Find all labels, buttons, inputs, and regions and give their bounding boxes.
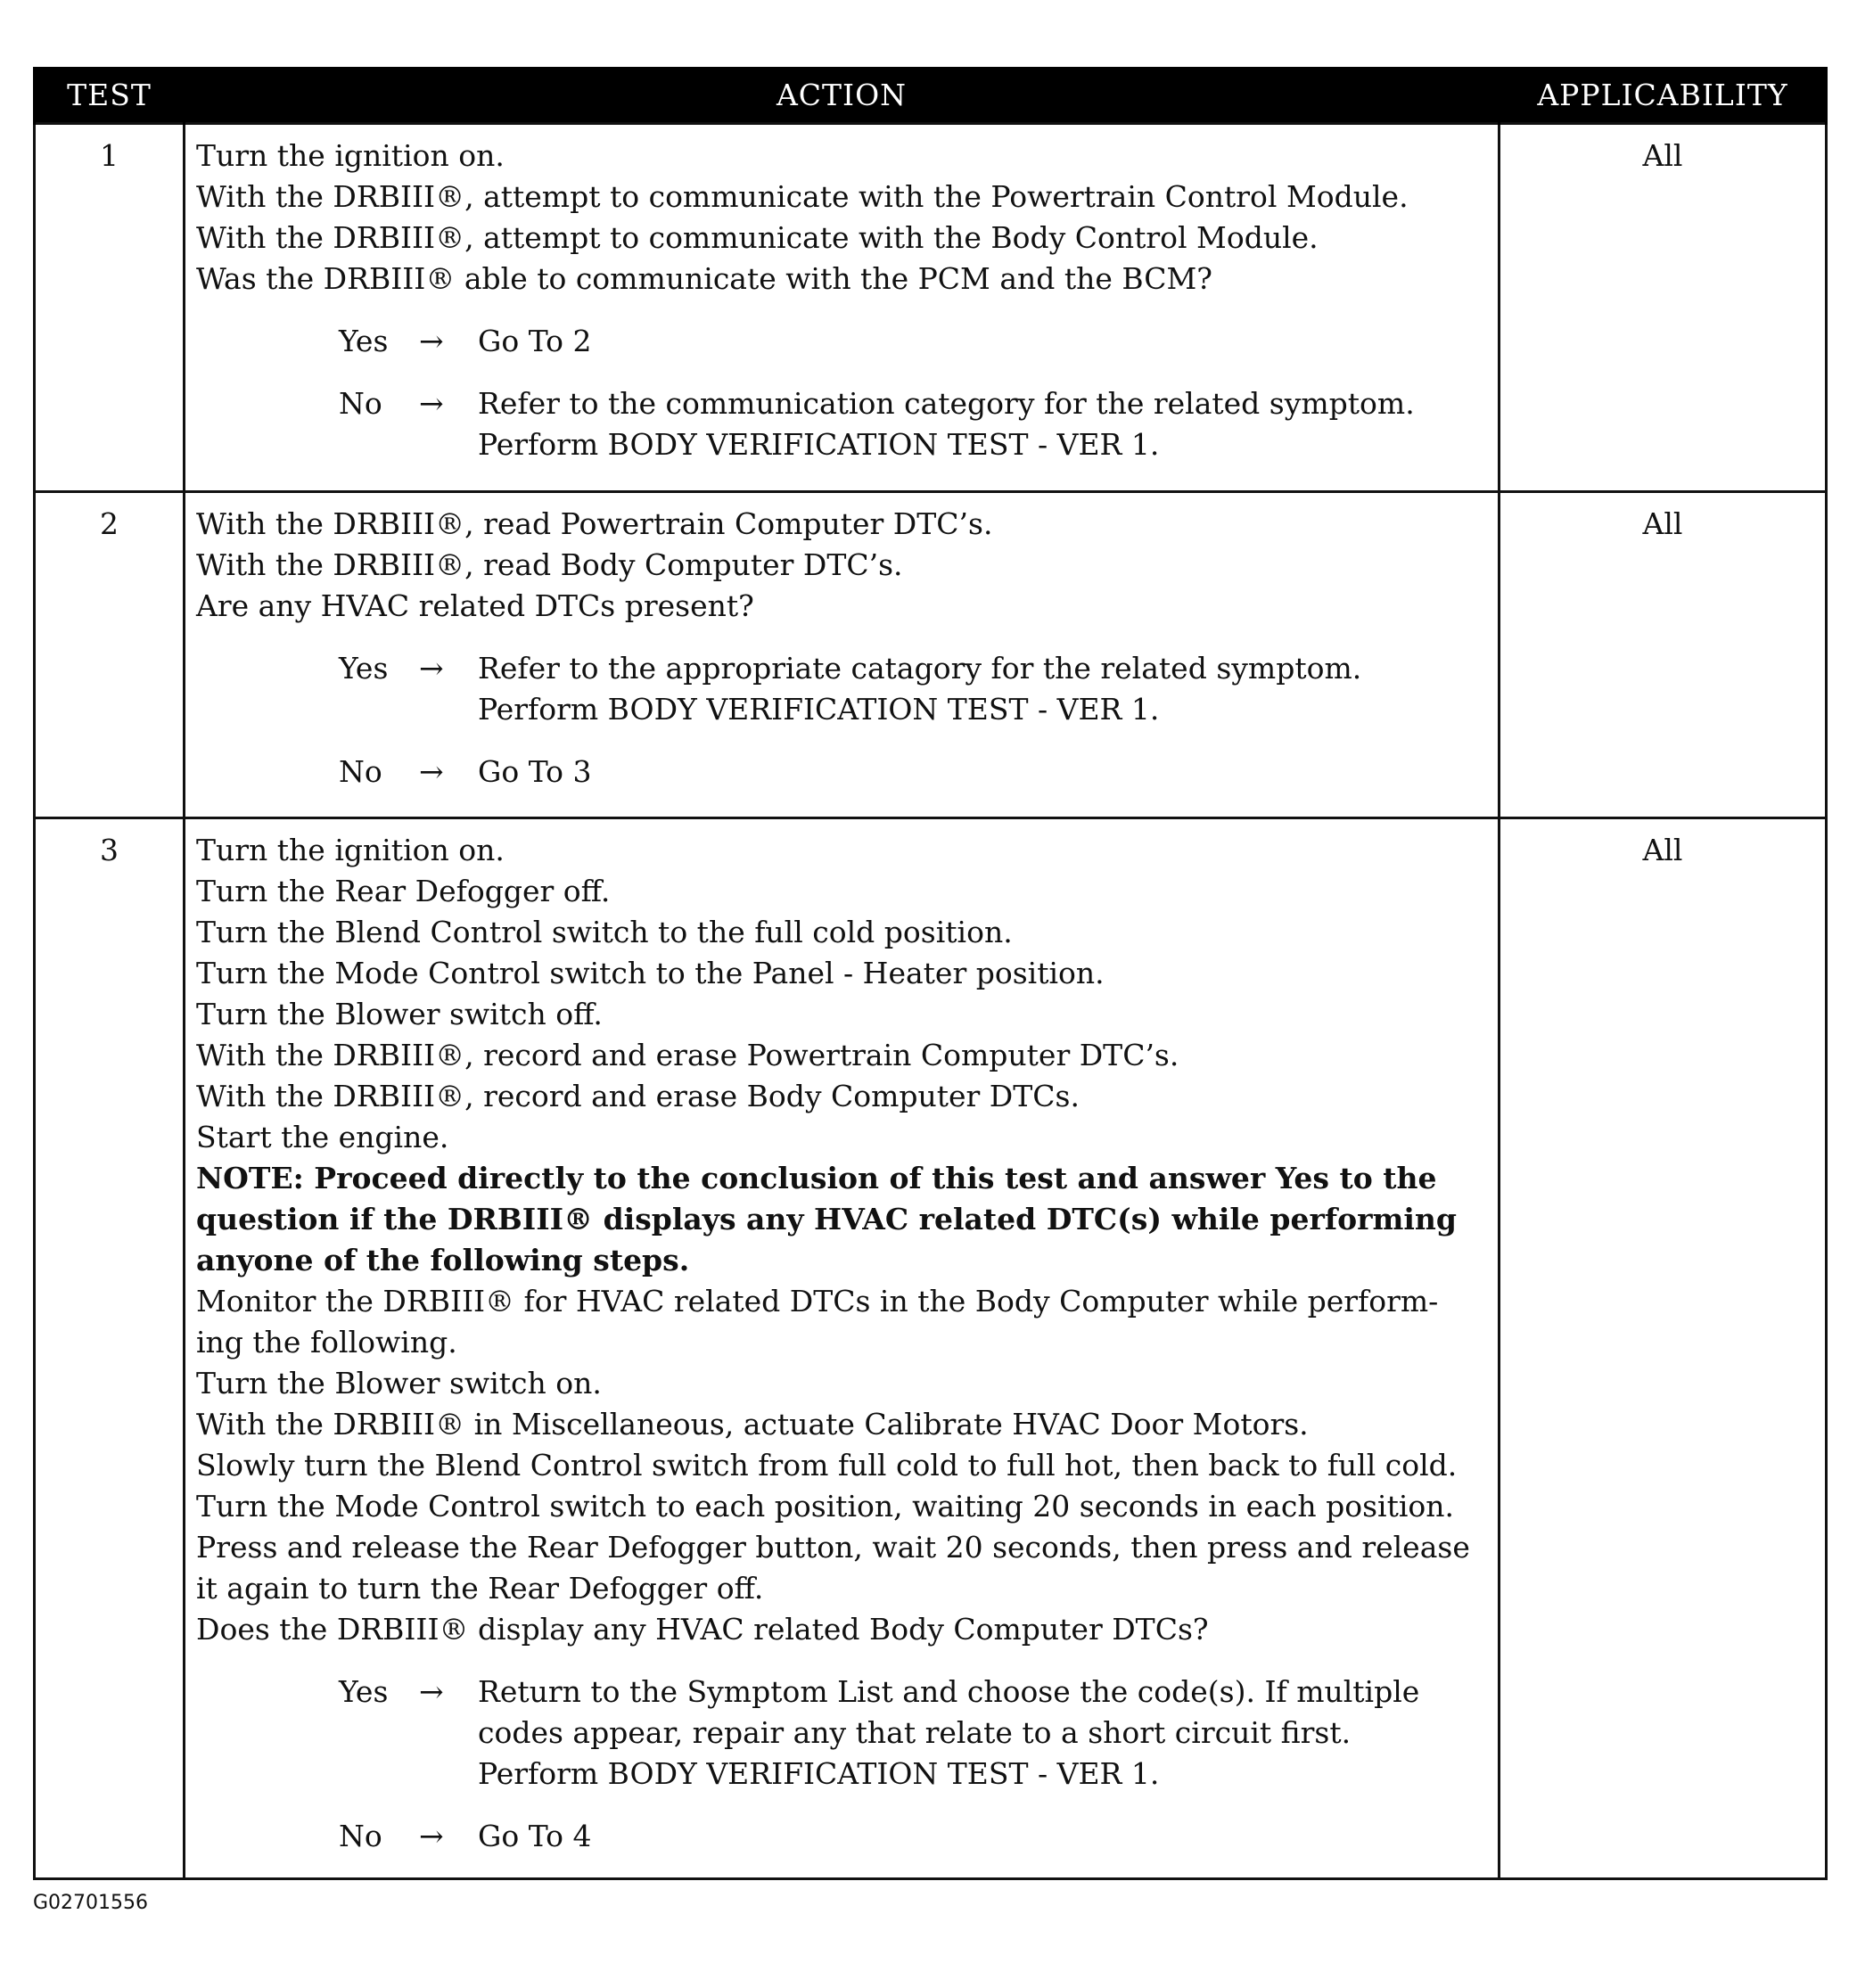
answer-text: Go To 4: [478, 1819, 592, 1853]
note-line: NOTE: Proceed directly to the conclusion of this test and answer Yes to the: [196, 1161, 1437, 1195]
table-row: [35, 818, 1827, 1879]
answer-label: No: [339, 386, 382, 421]
action-line: Press and release the Rear Defogger button, wait 20 seconds, then press and release: [196, 1530, 1470, 1565]
answer-no: [339, 1816, 1487, 1857]
answer-text: Return to the Symptom List and choose the code(s). If multiple: [478, 1674, 1420, 1709]
answer-text: Perform BODY VERIFICATION TEST - VER 1.: [478, 1756, 1160, 1791]
answer-text: Perform BODY VERIFICATION TEST - VER 1.: [478, 427, 1160, 462]
answer-yes: [339, 1672, 1487, 1795]
action-cell: [185, 818, 1500, 1879]
action-line: Turn the Blend Control switch to the full cold position.: [196, 915, 1013, 949]
figure-id-label: G02701556: [33, 1892, 149, 1914]
test-number: 3: [35, 818, 185, 1879]
answer-text: codes appear, repair any that relate to a short circuit first.: [478, 1715, 1352, 1750]
note-line: question if the DRBIII® displays any HVAC related DTC(s) while performing: [196, 1202, 1457, 1236]
action-line: ing the following.: [196, 1325, 457, 1360]
arrow-icon: →: [419, 754, 444, 789]
answer-text-block: [478, 648, 1487, 730]
test-number: 2: [35, 492, 185, 818]
answer-text-block: [478, 383, 1487, 465]
answer-text: Go To 3: [478, 754, 592, 789]
answer-text: Refer to the appropriate catagory for the related symptom.: [478, 651, 1362, 686]
arrow-icon: →: [419, 324, 444, 358]
action-line: Turn the ignition on.: [196, 833, 505, 867]
header-action: ACTION: [185, 67, 1500, 124]
header-applicability: APPLICABILITY: [1500, 67, 1827, 124]
applicability-cell: All: [1500, 492, 1827, 818]
table-row: [35, 124, 1827, 492]
action-line: Turn the Blower switch on.: [196, 1366, 602, 1401]
note-line: anyone of the following steps.: [196, 1243, 690, 1277]
answer-label: Yes: [339, 1674, 389, 1709]
action-line: Was the DRBIII® able to communicate with the PCM and the BCM?: [196, 261, 1212, 296]
action-line: Slowly turn the Blend Control switch from full cold to full hot, then back to full cold.: [196, 1448, 1458, 1483]
answer-text: Go To 2: [478, 324, 592, 358]
action-cell: [185, 492, 1500, 818]
answer-text-block: [478, 1672, 1487, 1795]
action-line: Turn the Mode Control switch to the Panel - Heater position.: [196, 956, 1105, 990]
arrow-icon: →: [419, 651, 444, 686]
action-line: With the DRBIII®, read Powertrain Computer DTC’s.: [196, 506, 993, 541]
arrow-icon: →: [419, 1674, 444, 1709]
header-test: TEST: [35, 67, 185, 124]
action-line: Turn the Mode Control switch to each position, waiting 20 seconds in each position.: [196, 1489, 1454, 1524]
table-header-row: [35, 67, 1827, 124]
answer-yes: [339, 648, 1487, 730]
answer-text: Refer to the communication category for the related symptom.: [478, 386, 1415, 421]
applicability-cell: All: [1500, 818, 1827, 1879]
test-number: 1: [35, 124, 185, 492]
answer-no: [339, 383, 1487, 465]
action-cell: [185, 124, 1500, 492]
answer-no: [339, 752, 1487, 793]
diagnostic-test-table: [33, 67, 1828, 1880]
answer-yes: [339, 321, 1487, 362]
answer-label: No: [339, 1819, 382, 1853]
action-line: it again to turn the Rear Defogger off.: [196, 1571, 764, 1606]
arrow-icon: →: [419, 386, 444, 421]
action-line: With the DRBIII®, read Body Computer DTC’s.: [196, 547, 903, 582]
action-line: Turn the Rear Defogger off.: [196, 874, 611, 908]
table-row: [35, 492, 1827, 818]
arrow-icon: →: [419, 1819, 444, 1853]
action-line: With the DRBIII®, record and erase Powertrain Computer DTC’s.: [196, 1038, 1179, 1072]
action-line: Monitor the DRBIII® for HVAC related DTCs in the Body Computer while perform-: [196, 1284, 1439, 1318]
action-line: Does the DRBIII® display any HVAC related Body Computer DTCs?: [196, 1612, 1209, 1647]
action-line: With the DRBIII®, attempt to communicate with the Body Control Module.: [196, 220, 1319, 255]
applicability-cell: All: [1500, 124, 1827, 492]
answer-label: Yes: [339, 324, 389, 358]
action-line: With the DRBIII®, record and erase Body Computer DTCs.: [196, 1079, 1080, 1113]
action-line: With the DRBIII® in Miscellaneous, actuate Calibrate HVAC Door Motors.: [196, 1407, 1309, 1442]
action-line: With the DRBIII®, attempt to communicate with the Powertrain Control Module.: [196, 179, 1409, 214]
answer-label: No: [339, 754, 382, 789]
action-line: Turn the Blower switch off.: [196, 997, 603, 1031]
action-line: Are any HVAC related DTCs present?: [196, 588, 754, 623]
action-line: Start the engine.: [196, 1120, 449, 1154]
answer-text: Perform BODY VERIFICATION TEST - VER 1.: [478, 692, 1160, 727]
action-line: Turn the ignition on.: [196, 138, 505, 173]
answer-label: Yes: [339, 651, 389, 686]
